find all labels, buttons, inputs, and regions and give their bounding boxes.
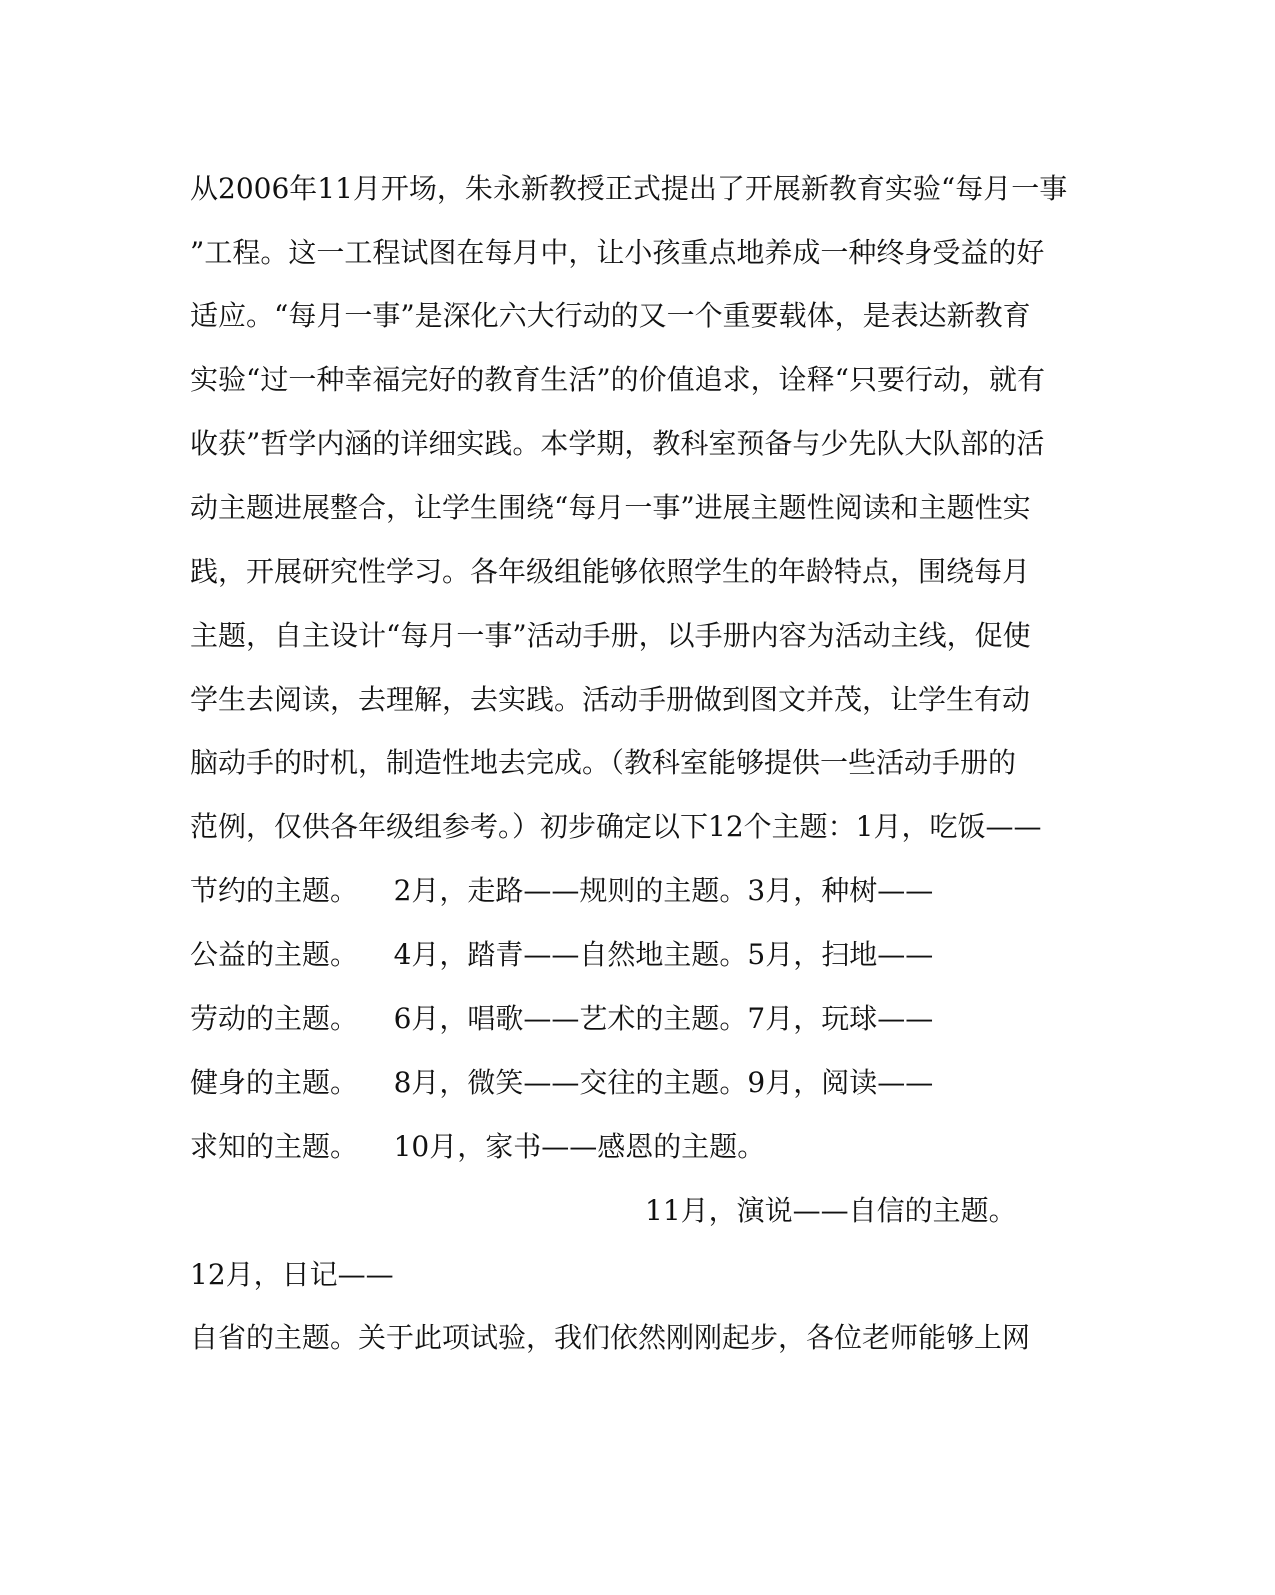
- text-line: 11月，演说——自信的主题。: [645, 1194, 1017, 1227]
- text-line: ”工程。这一工程试图在每月中，让小孩重点地养成一种终身受益的好: [190, 236, 1045, 269]
- text-line: 动主题进展整合，让学生围绕“每月一事”进展主题性阅读和主题性实: [190, 491, 1031, 524]
- text-line: 实验“过一种幸福完好的教育生活”的价值追求，诠释“只要行动，就有: [190, 363, 1045, 396]
- text-line: 范例，仅供各年级组参考。）初步确定以下12个主题：1月，吃饭——: [190, 810, 1042, 843]
- text-line: 脑动手的时机，制造性地去完成。（教科室能够提供一些活动手册的: [190, 746, 1017, 779]
- text-line: 求知的主题。 10月，家书——感恩的主题。: [190, 1130, 766, 1163]
- text-line: 从2006年11月开场，朱永新教授正式提出了开展新教育实验“每月一事: [190, 172, 1068, 205]
- text-line: 公益的主题。 4月，踏青——自然地主题。5月，扫地——: [190, 938, 934, 971]
- text-line: 自省的主题。关于此项试验，我们依然刚刚起步，各位老师能够上网: [190, 1321, 1031, 1354]
- text-line: 12月，日记——: [190, 1258, 394, 1291]
- text-line: 主题，自主设计“每月一事”活动手册，以手册内容为活动主线，促使: [190, 619, 1031, 652]
- text-line: 健身的主题。 8月，微笑——交往的主题。9月，阅读——: [190, 1066, 934, 1099]
- text-line: 适应。“每月一事”是深化六大行动的又一个重要载体，是表达新教育: [190, 299, 1031, 332]
- text-line: 学生去阅读，去理解，去实践。活动手册做到图文并茂，让学生有动: [190, 683, 1031, 716]
- text-line: 践，开展研究性学习。各年级组能够依照学生的年龄特点，围绕每月: [190, 555, 1031, 588]
- text-line: 劳动的主题。 6月，唱歌——艺术的主题。7月，玩球——: [190, 1002, 934, 1035]
- text-line: 收获”哲学内涵的详细实践。本学期，教科室预备与少先队大队部的活: [190, 427, 1045, 460]
- text-line: 节约的主题。 2月，走路——规则的主题。3月，种树——: [190, 874, 934, 907]
